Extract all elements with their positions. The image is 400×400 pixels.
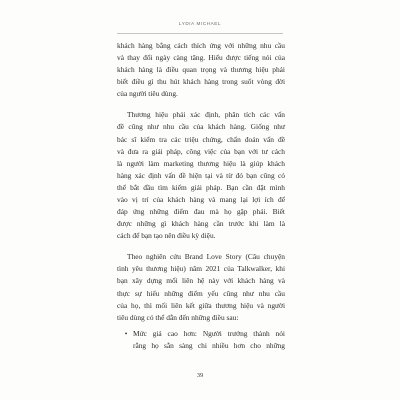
bullet-item [117,328,285,352]
text-line: đáp ứng những điểm đau mà họ gặp phải. Biết [117,207,285,217]
paragraph [117,40,285,100]
text-line: tiêu dùng có thể dẫn đến những điều sau: [117,312,239,322]
text-line: khách hàng là điều quan trọng và thương hiệu phải [117,65,285,75]
text-line: được những gì khách hàng cần trước khi làm là [117,219,285,229]
paragraph-gap [117,242,285,251]
text-line: Thương hiệu phải xác định, phân tích các vấn [127,110,285,120]
body-text [117,40,285,352]
text-line: cách để bạn tạo nên điều kỳ diệu. [117,231,216,241]
text-line: thực sự hiểu những điểm yếu cũng như nhu cầu [117,288,285,298]
text-line: rằng họ sẵn sàng chi nhiều hơn cho những [133,340,285,350]
text-line: vào vị trí của khách hàng và mang lại lợi ích để [117,195,285,205]
text-line: và đưa ra giải pháp, công việc của bạn với tư cách [117,146,285,156]
running-head-author: LYDIA MICHAEL [178,21,222,26]
text-line: thể bắt đầu tìm kiếm giải pháp. Bạn cần đặt mình [117,182,285,192]
paragraph [117,109,285,242]
page-number: 39 [196,372,204,379]
text-line: của người tiêu dùng. [117,89,178,99]
text-line: biết điều gì thu hút khách hàng trong suốt vòng đời [117,77,285,87]
text-line: tình yêu thương hiệu) năm 2021 của Talkwalker, khi [117,264,285,274]
bullet-icon: • [124,328,128,338]
text-line: đề cũng như nhu cầu của khách hàng. Giống như [117,122,285,132]
paragraph [117,251,285,324]
text-line: là người làm marketing thương hiệu là giúp khách [117,158,285,168]
text-line: bạn xây dựng mối liên hệ này với khách hàng và [117,276,285,286]
text-line: Theo nghiên cứu Brand Love Story (Câu chuyện [127,252,285,262]
text-line: của họ, thì mối liên kết giữa thương hiệu và người [117,300,285,310]
text-line: và thay đổi ngày càng tăng. Hiểu được tiếng nói của [117,53,285,63]
header-rule [117,33,283,34]
text-line: Mức giá cao hơn: Người trưởng thành nói [133,328,285,338]
text-line: khách hàng bằng cách thích ứng với những nhu cầu [117,41,285,50]
paragraph-gap [117,100,285,109]
text-line: hàng xác định vấn đề hiện tại và từ đó bạn cũng có [117,170,285,180]
text-line: bác sĩ kiểm tra các triệu chứng, chẩn đoán vấn đề [117,134,285,144]
